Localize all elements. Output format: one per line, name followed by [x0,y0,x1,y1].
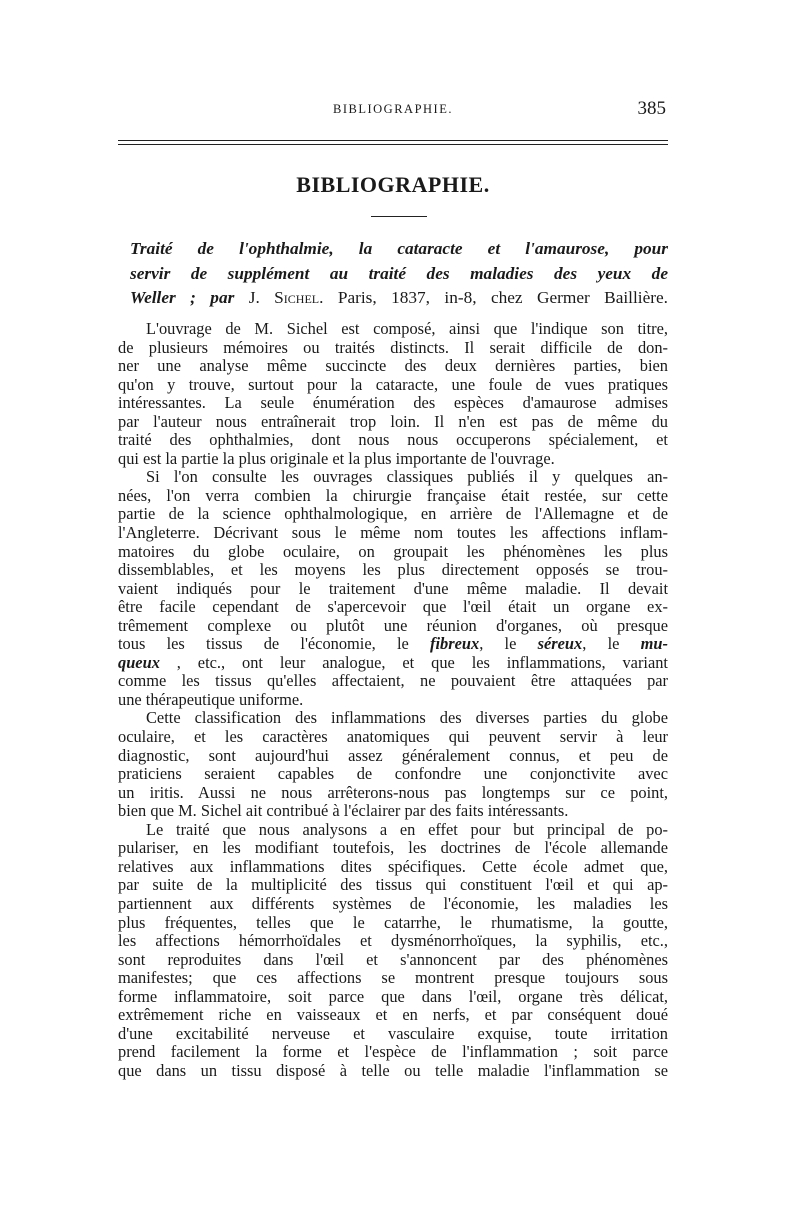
text-line: praticiens seraient capables de confondre une conjonctivite avec [118,764,668,784]
text-line [118,654,668,673]
text-line: extrêmement riche en vaisseaux et en nerfs, et par conséquent doué [118,1005,668,1025]
text-line: plus fréquentes, telles que le catarrhe, le rhumatisme, la goutte, [118,912,668,932]
text-line: bien que M. Sichel ait contribué à l'éclairer par des faits intéressants. [118,801,569,821]
text-fragment: , le [582,634,641,654]
citation-line: servir de supplément au traité des maladies des yeux de [130,263,668,283]
text-line: nées, l'on verra combien la chirurgie française était restée, sur cette [118,485,668,505]
text-line: l'Angleterre. Décrivant sous le même nom toutes les affections inflam- [118,523,668,543]
text-line: d'une excitabilité nerveuse et vasculaire exquise, toute irritation [118,1023,668,1043]
text-line: sont reproduites dans l'œil et s'annoncent par des phénomènes [118,949,668,969]
text-fragment: , etc., ont leur analogue, et que les inflammations, variant [159,652,668,672]
text-line: relatives aux inflammations dites spécifiques. Cette école admet que, [118,856,668,876]
italic-term-muqueux-start: mu- [640,634,668,654]
text-line: matoires du globe oculaire, on groupait les phénomènes les plus [118,541,668,561]
text-fragment: tous les tissus de l'économie, le [118,634,431,654]
citation-author-initial: J. [248,288,260,307]
text-line: partiennent aux différents systèmes de l'économie, les maladies les [118,893,668,913]
citation-author: Sichel [274,288,320,307]
review-body [118,320,668,1080]
text-line: forme inflammatoire, soit parce que dans l'œil, organe très délicat, [118,986,668,1006]
text-line: diagnostic, sont aujourd'hui assez généralement connus, et peu de [118,745,668,765]
section-title: BIBLIOGRAPHIE. [296,172,490,197]
text-line: les affections hémorrhoïdales et dysménorrhoïques, la syphilis, etc., [118,931,668,951]
text-line: oculaire, et les caractères anatomiques qui peuvent servir à leur [118,727,668,747]
italic-term-muqueux-end: queux [118,652,160,672]
title-rule [371,216,427,217]
text-line: ner une analyse même succincte des deux dernières parties, bien [118,356,668,376]
header-double-rule [118,140,668,145]
text-line: un iritis. Aussi ne nous arrêterons-nous pas longtemps sur ce point, [118,782,668,802]
text-line: partie de la science ophthalmologique, en arrière de l'Allemagne et de [118,504,668,524]
text-line: être facile cependant de s'apercevoir que l'œil était un organe ex- [118,597,668,617]
text-line: manifestes; que ces affections se montrent presque toujours sous [118,968,668,988]
text-line: Cette classification des inflammations des diverses parties du globe [146,708,668,728]
italic-term-sereux: séreux [537,634,583,654]
text-line: vaient indiqués pour le traitement d'une même maladie. Il devait [118,578,668,598]
text-line: une thérapeutique uniforme. [118,689,304,709]
text-fragment: , le [479,634,538,654]
citation-line: Traité de l'ophthalmie, la cataracte et l'amaurose, pour [130,239,668,258]
text-line: L'ouvrage de M. Sichel est composé, ainsi que l'indique son titre, [146,319,668,338]
text-line: Si l'on consulte les ouvrages classiques publiés il y quelques an- [146,467,668,487]
running-head [118,100,668,120]
text-line: dissemblables, et les moyens les plus directement opposés se trou- [118,560,668,580]
text-line [118,635,668,654]
text-line: comme les tissus qu'elles affectaient, ne pouvaient être attaquées par [118,671,668,691]
text-line: que dans un tissu disposé à telle ou telle maladie l'inflammation se [118,1060,668,1080]
book-citation [130,237,668,311]
text-line: traité des ophthalmies, dont nous nous occuperons spécialement, et [118,430,668,450]
text-line: intéressantes. La seule énumération des espèces d'amaurose admises [118,393,668,413]
text-line: Le traité que nous analysons a en effet pour but principal de po- [146,819,668,839]
text-line: prend facilement la forme et l'espèce de l'inflammation ; soit parce [118,1042,668,1062]
text-line: de plusieurs mémoires ou traités distincts. Il serait difficile de don- [118,337,668,357]
citation-line [130,286,668,311]
text-line: qui est la partie la plus originale et la plus importante de l'ouvrage. [118,448,555,468]
text-line: pulariser, en les modifiant toutefois, les doctrines de l'école allemande [118,838,668,858]
text-line: trêmement complexe ou plutôt une réunion d'organes, où presque [118,615,668,635]
text-line: par suite de la multiplicité des tissus qui constituent l'œil et qui ap- [118,875,668,895]
text-line: qu'on y trouve, surtout pour la cataracte, une foule de vues pratiques [118,374,668,394]
running-title: BIBLIOGRAPHIE. [333,102,453,116]
italic-term-fibreux: fibreux [430,634,480,654]
citation-publication: . Paris, 1837, in-8, chez Germer Baillière. [319,288,668,307]
text-line: par l'auteur nous entraînerait trop loin. Il n'en est pas de même du [118,411,668,431]
citation-line-italic: Weller ; par [130,288,235,307]
page-number: 385 [637,98,666,119]
